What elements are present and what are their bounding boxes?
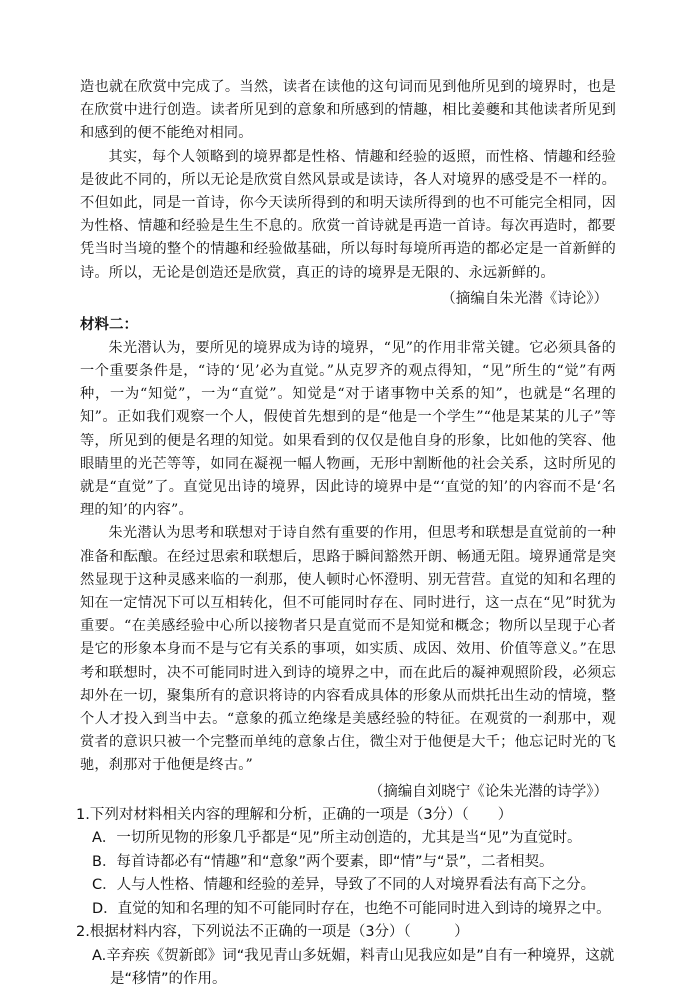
question-stem: 2.根据材料内容，下列说法不正确的一项是（3分）（ ） bbox=[76, 924, 469, 941]
question-option: D．直觉的知和名理的知不可能同时存在，也绝不可能同时进入到诗的境界之中。 bbox=[92, 900, 611, 917]
question-stem: 1.下列对材料相关内容的理解和分析，正确的一项是（3分）（ ） bbox=[76, 806, 513, 823]
source-citation: （摘编自刘晓宁《论朱光潜的诗学》） bbox=[368, 783, 608, 800]
question-option: B．每首诗都必有“情趣”和“意象”两个要素，即“情”与“景”，二者相契。 bbox=[92, 853, 554, 870]
question-option: 是“移情”的作用。 bbox=[110, 971, 227, 988]
question-option: A．一切所见物的形象几乎都是“见”所主动创造的，尤其是当“见”为直觉时。 bbox=[92, 830, 582, 847]
question-option: C．人与人性格、情趣和经验的差异，导致了不同的人对境界看法有高下之分。 bbox=[92, 877, 596, 894]
passage2-paragraph: 朱光潜认为，要所见的境界成为诗的境界，“见”的作用非常关键。它必须具备的一个重要条件是，“诗的‘见’必为直觉。”从克罗齐的观点得知，“见”所生的“觉”有两种，一为“知觉”，一为“直觉”。知觉是“对于诸事物中关系的知”，也就是“名理的知”。正如我们观察一个人，假使首先想到的是“他是一个学生”“他是某某的儿子”等等，所见到的便是名理的知觉。如果看到的仅仅是他自身的形象，比如他的笑容、他眼睛里的光芒等等，如同在凝视一幅人物画，无形中割断他的社会关系，这时所见的就是“直觉”了。直觉见出诗的境界，因此诗的境界中是“‘直觉的知’的内容而不是‘名理的知’的内容”。 bbox=[80, 339, 616, 519]
passage2-paragraph: 朱光潜认为思考和联想对于诗自然有重要的作用，但思考和联想是直觉前的一种准备和酝酿。在经过思索和联想后，思路于瞬间豁然开朗、畅通无阻。境界通常是突然显现于这种灵感来临的一刹那，使人顿时心怀澄明、别无营营。直觉的知和名理的知在一定情况下可以互相转化，但不可能同时存在、同时进行，这一点在“见”时犹为重要。“在美感经验中心所以接物者只是直觉而不是知觉和概念；物所以呈现于心者是它的形象本身而不是与它有关系的事项，如实质、成因、效用、价值等意义。”在思考和联想时，决不可能同时进入到诗的境界之中，而在此后的凝神观照阶段，必须忘却外在一切，聚集所有的意识将诗的内容看成具体的形象从而烘托出生动的情境，整个人才投入到当中去。“意象的孤立绝缘是美感经验的特征。在观赏的一刹那中，观赏者的意识只被一个完整而单纯的意象占住，微尘对于他便是大千；他忘记时光的飞驰，刹那对于他便是终古。” bbox=[80, 525, 616, 774]
question-option: A.辛弃疾《贺新郎》词“我见青山多妩媚，料青山见我应如是”自有一种境界，这就 bbox=[92, 947, 615, 964]
passage1-paragraph: 其实，每个人领略到的境界都是性格、情趣和经验的返照，而性格、情趣和经验是彼此不同的，所以无论是欣赏自然风景或是读诗，各人对境界的感受是不一样的。不但如此，同是一首诗，你今天读所得到的和明天读所得到的也不可能完全相同，因为性格、情趣和经验是生生不息的。欣赏一首诗就是再造一首诗。每次再造时，都要凭当时当境的整个的情趣和经验做基础，所以每时每境所再造的都必定是一首新鲜的诗。所以，无论是创造还是欣赏，真正的诗的境界是无限的、永远新鲜的。 bbox=[80, 148, 616, 281]
source-citation: （摘编自朱光潜《诗论》） bbox=[441, 290, 608, 307]
passage1-paragraph: 造也就在欣赏中完成了。当然，读者在读他的这句词而见到他所见到的境界时，也是在欣赏中进行创造。读者所见到的意象和所感到的情趣，相比姜夔和其他读者所见到和感到的便不能绝对相同。 bbox=[80, 79, 616, 142]
material-heading: 材料二： bbox=[80, 315, 138, 333]
document-page bbox=[76, 76, 616, 992]
